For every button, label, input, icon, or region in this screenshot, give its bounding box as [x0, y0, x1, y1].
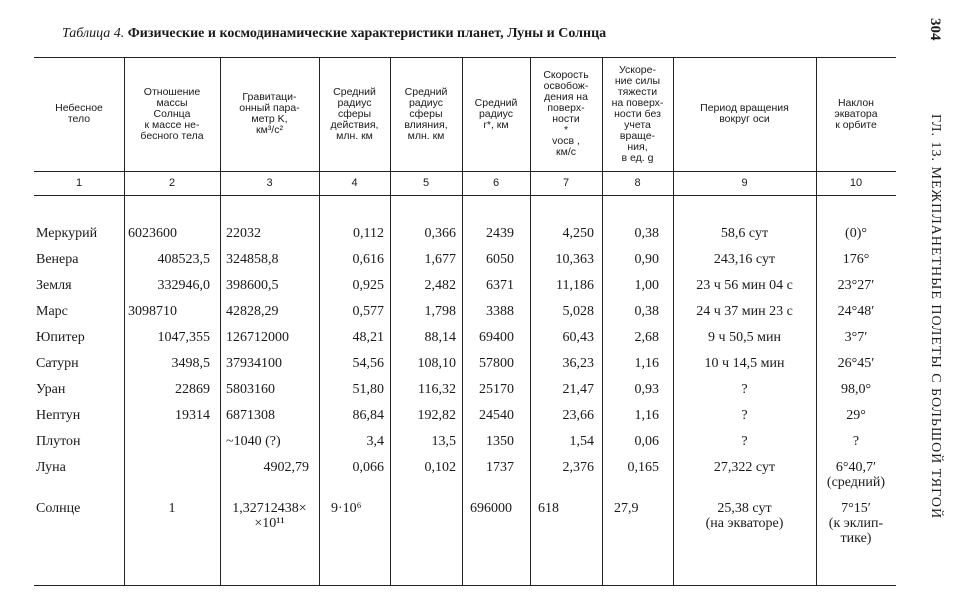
cell-sphere-action: 51,80: [352, 382, 384, 397]
column-rule: [390, 57, 391, 585]
cell-grav-param: 1,32712438× ×10¹¹: [232, 501, 307, 531]
cell-radius: 24540: [479, 408, 514, 423]
cell-sphere-action: 0,066: [352, 460, 384, 475]
cell-mass-ratio: 6023600: [128, 226, 177, 241]
cell-escape-velocity: 4,250: [562, 226, 594, 241]
cell-sphere-influence: 13,5: [431, 434, 456, 449]
cell-gravity: 0,93: [634, 382, 659, 397]
column-header-text: Средний радиус сферы влияния, млн. км: [404, 85, 448, 142]
page-number: 304: [927, 18, 943, 41]
column-header-body-name: [36, 58, 122, 170]
column-number: 9: [741, 177, 748, 189]
column-number: 5: [422, 177, 430, 189]
cell-mass-ratio: 19314: [175, 408, 210, 423]
cell-grav-param: 22032: [226, 226, 261, 241]
cell-body-name: Меркурий: [36, 226, 98, 241]
cell-escape-velocity: 2,376: [562, 460, 594, 475]
cell-radius: 69400: [479, 330, 514, 345]
cell-sphere-influence: 88,14: [424, 330, 456, 345]
cell-axial-tilt: 6°40,7′ (средний): [826, 460, 886, 490]
column-header-mass-ratio: [126, 58, 218, 170]
column-header-text: Период вращения вокруг оси: [700, 102, 789, 125]
cell-radius: 1350: [486, 434, 514, 449]
cell-gravity: 1,16: [634, 408, 659, 423]
cell-body-name: Солнце: [36, 501, 81, 516]
cell-axial-tilt: ?: [852, 434, 860, 449]
cell-escape-velocity: 60,43: [562, 330, 594, 345]
cell-body-name: Уран: [36, 382, 66, 397]
cell-gravity: 0,38: [634, 304, 659, 319]
cell-grav-param: 37934100: [226, 356, 282, 371]
cell-axial-tilt: 3°7′: [844, 330, 868, 345]
column-header-text: Средний радиус r*, км: [474, 96, 518, 131]
column-header-text: Средний радиус сферы действия, млн. км: [330, 85, 379, 142]
column-number: 7: [562, 177, 570, 189]
column-rule: [220, 57, 221, 585]
column-header-text: Ускоре- ние силы тяжести на поверх- ности без учета враще- ния, в ед. g: [611, 63, 664, 164]
column-header-grav-param: [222, 58, 317, 170]
cell-sphere-action: 0,925: [352, 278, 384, 293]
column-header-text: Скорость освобож- дения на поверх- ности * vосв , км/с: [543, 69, 589, 158]
cell-mass-ratio: 332946,0: [157, 278, 210, 293]
running-head: [903, 18, 943, 578]
table-caption: [62, 26, 842, 42]
cell-escape-velocity: 21,47: [562, 382, 594, 397]
cell-gravity: 1,00: [634, 278, 659, 293]
cell-sphere-action: 54,56: [352, 356, 384, 371]
column-header-axial-tilt: [818, 58, 894, 170]
cell-radius: 6371: [486, 278, 514, 293]
column-number: 1: [75, 177, 83, 189]
cell-grav-param: 42828,29: [226, 304, 279, 319]
cell-gravity: 27,9: [614, 501, 639, 516]
cell-mass-ratio: 3498,5: [171, 356, 210, 371]
caption-label: Таблица 4.: [62, 26, 125, 41]
cell-axial-tilt: 98,0°: [840, 382, 872, 397]
cell-rotation-period: 25,38 сут (на экваторе): [705, 501, 784, 531]
column-number: 2: [168, 177, 176, 189]
column-rule: [319, 57, 320, 585]
cell-rotation-period: ?: [741, 408, 748, 423]
cell-radius: 3388: [486, 304, 514, 319]
cell-mass-ratio: 408523,5: [157, 252, 210, 267]
column-number: 4: [351, 177, 358, 189]
column-header-gravity: [604, 58, 671, 170]
cell-axial-tilt: 24°48′: [837, 304, 875, 319]
cell-axial-tilt: (0)°: [845, 226, 867, 241]
cell-rotation-period: 24 ч 37 мин 23 с: [696, 304, 793, 319]
cell-body-name: Сатурн: [36, 356, 79, 371]
cell-mass-ratio: 22869: [175, 382, 210, 397]
cell-mass-ratio: 1047,355: [157, 330, 210, 345]
column-header-radius: [464, 58, 528, 170]
cell-sphere-influence: 0,102: [424, 460, 456, 475]
cell-sphere-action: 0,577: [352, 304, 384, 319]
cell-gravity: 0,06: [634, 434, 659, 449]
cell-mass-ratio: 3098710: [128, 304, 177, 319]
cell-body-name: Юпитер: [36, 330, 85, 345]
column-rule: [124, 57, 125, 585]
cell-gravity: 0,38: [634, 226, 659, 241]
cell-escape-velocity: 36,23: [562, 356, 594, 371]
cell-sphere-influence: 108,10: [417, 356, 456, 371]
table-rule: [34, 195, 896, 196]
cell-sphere-influence: 116,32: [418, 382, 456, 397]
cell-body-name: Венера: [36, 252, 79, 267]
cell-rotation-period: 27,322 сут: [713, 460, 776, 475]
cell-axial-tilt: 23°27′: [837, 278, 875, 293]
cell-radius: 696000: [470, 501, 512, 516]
cell-escape-velocity: 11,186: [556, 278, 594, 293]
cell-sphere-action: 0,112: [353, 226, 384, 241]
column-rule: [673, 57, 674, 585]
chapter-title: ГЛ. 13. МЕЖПЛАНЕТНЫЕ ПОЛЕТЫ С БОЛЬШОЙ ТЯГОЙ: [928, 114, 943, 520]
column-header-rotation-period: [675, 58, 814, 170]
cell-rotation-period: 23 ч 56 мин 04 с: [696, 278, 793, 293]
column-header-text: Наклон экватора к орбите: [834, 96, 878, 131]
cell-rotation-period: ?: [741, 434, 748, 449]
column-number: 6: [492, 177, 500, 189]
column-header-escape-velocity: [532, 58, 600, 170]
cell-gravity: 2,68: [634, 330, 659, 345]
cell-escape-velocity: 23,66: [562, 408, 594, 423]
column-number: 3: [266, 177, 273, 189]
column-rule: [462, 57, 463, 585]
cell-body-name: Плутон: [36, 434, 81, 449]
column-header-sphere-action: [321, 58, 388, 170]
column-header-text: Небесное тело: [55, 102, 103, 125]
cell-sphere-action: 0,616: [352, 252, 384, 267]
cell-gravity: 0,90: [634, 252, 659, 267]
cell-body-name: Земля: [36, 278, 72, 293]
cell-body-name: Нептун: [36, 408, 81, 423]
cell-grav-param: ~1040 (?): [226, 434, 281, 449]
cell-sphere-action: 3,4: [366, 434, 384, 449]
caption-title: Физические и космодинамические характеристики планет, Луны и Солнца: [127, 26, 607, 41]
cell-rotation-period: 58,6 сут: [720, 226, 769, 241]
cell-escape-velocity: 10,363: [555, 252, 594, 267]
cell-sphere-influence: 192,82: [417, 408, 456, 423]
cell-radius: 1737: [486, 460, 514, 475]
table-rule: [34, 585, 896, 586]
cell-gravity: 0,165: [627, 460, 659, 475]
cell-radius: 6050: [486, 252, 514, 267]
cell-grav-param: 398600,5: [226, 278, 279, 293]
column-rule: [602, 57, 603, 585]
column-number: 10: [849, 177, 863, 189]
cell-axial-tilt: 7°15′ (к эклип- тике): [828, 501, 884, 546]
column-header-sphere-influence: [392, 58, 460, 170]
cell-grav-param: 5803160: [226, 382, 275, 397]
cell-escape-velocity: 5,028: [562, 304, 594, 319]
cell-sphere-influence: 1,798: [424, 304, 456, 319]
cell-radius: 57800: [479, 356, 514, 371]
cell-axial-tilt: 29°: [846, 408, 866, 423]
cell-axial-tilt: 26°45′: [837, 356, 875, 371]
cell-radius: 25170: [479, 382, 514, 397]
cell-sphere-action: 86,84: [352, 408, 384, 423]
cell-rotation-period: ?: [741, 382, 748, 397]
column-header-text: Отношение массы Солнца к массе не- бесного тела: [140, 85, 204, 142]
cell-rotation-period: 243,16 сут: [713, 252, 776, 267]
cell-grav-param: 324858,8: [226, 252, 279, 267]
column-number: 8: [634, 177, 641, 189]
cell-escape-velocity: 618: [538, 501, 559, 516]
column-rule: [530, 57, 531, 585]
cell-body-name: Луна: [36, 460, 66, 475]
cell-sphere-action: 48,21: [352, 330, 384, 345]
cell-sphere-influence: 2,482: [424, 278, 456, 293]
cell-rotation-period: 10 ч 14,5 мин: [704, 356, 785, 371]
cell-body-name: Марс: [36, 304, 68, 319]
cell-sphere-influence: 1,677: [424, 252, 456, 267]
cell-grav-param: 4902,79: [263, 460, 309, 475]
column-header-text: Гравитаци- онный пара- метр K, км³/с²: [239, 91, 300, 136]
cell-grav-param: 126712000: [226, 330, 289, 345]
cell-sphere-action: 9·10⁶: [331, 501, 362, 516]
cell-gravity: 1,16: [634, 356, 659, 371]
cell-rotation-period: 9 ч 50,5 мин: [708, 330, 781, 345]
cell-radius: 2439: [486, 226, 514, 241]
cell-mass-ratio: 1: [168, 501, 176, 516]
cell-sphere-influence: 0,366: [424, 226, 456, 241]
cell-escape-velocity: 1,54: [569, 434, 594, 449]
column-rule: [816, 57, 817, 585]
cell-axial-tilt: 176°: [842, 252, 870, 267]
cell-grav-param: 6871308: [226, 408, 275, 423]
